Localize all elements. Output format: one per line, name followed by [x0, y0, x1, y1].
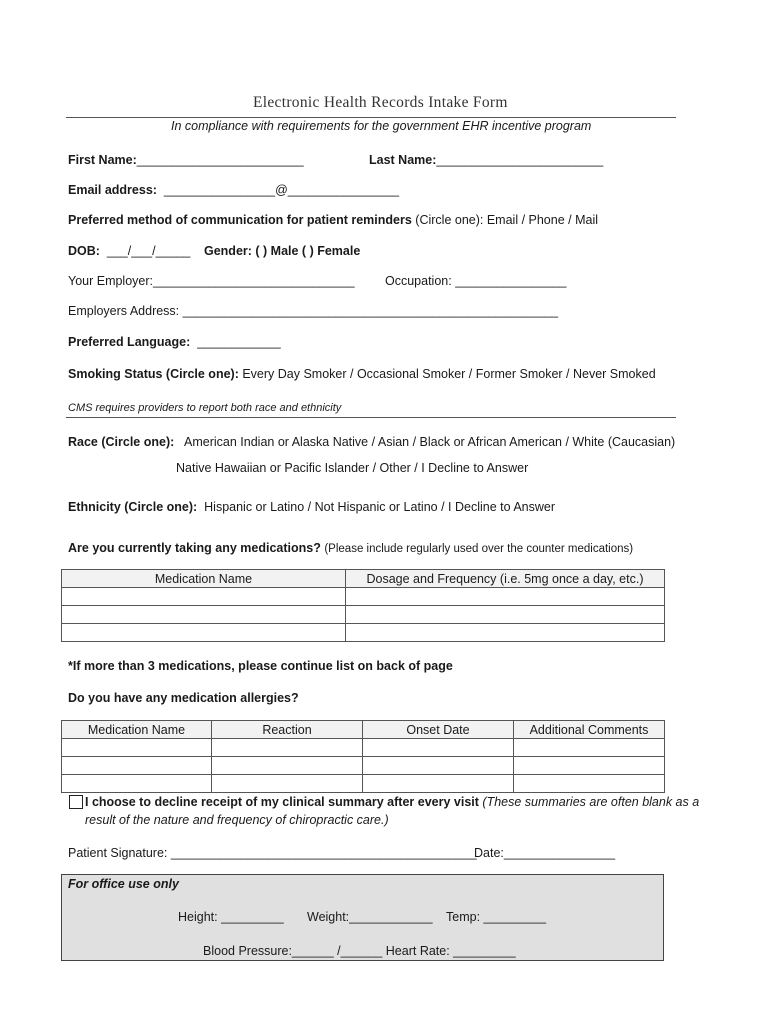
table-row[interactable] [62, 588, 665, 606]
table-row[interactable] [62, 624, 665, 642]
medications-footnote-text: *If more than 3 medications, please continue list on back of page [68, 659, 453, 673]
table-row[interactable] [62, 606, 665, 624]
signature-blank: ____________________________________________ [170, 846, 477, 860]
column-header: Medication Name [62, 570, 346, 588]
decline-summary-bold: I choose to decline receipt of my clinical summary after every visit [85, 795, 479, 809]
language-blank: ____________ [197, 335, 281, 349]
medications-question [68, 541, 633, 555]
vitals-field[interactable]: Blood Pressure:______ /______ Heart Rate: _________ [203, 944, 516, 958]
employer-address-label: Employers Address: [68, 304, 180, 318]
gender-label: Gender: ( ) Male ( ) Female [204, 244, 361, 258]
table-header-row [62, 721, 665, 739]
ethnicity-options: Hispanic or Latino / Not Hispanic or Latino / I Decline to Answer [204, 500, 556, 514]
table-row[interactable] [62, 775, 665, 793]
communication-label: Preferred method of communication for patient reminders [68, 213, 412, 227]
signature-label: Patient Signature: [68, 846, 168, 860]
temp-field[interactable]: Temp: _________ [446, 910, 547, 924]
column-header: Reaction [212, 721, 363, 739]
weight-field[interactable]: Weight:____________ [307, 910, 433, 924]
date-label: Date: [474, 846, 504, 860]
signature-date-field[interactable] [474, 846, 615, 860]
last-name-blank: ________________________ [436, 153, 604, 167]
occupation-label: Occupation: [385, 274, 452, 288]
table-row[interactable] [62, 739, 665, 757]
race-field[interactable] [68, 435, 675, 449]
cms-note: CMS requires providers to report both race and ethnicity [68, 402, 342, 414]
title-divider [66, 117, 676, 118]
language-label: Preferred Language: [68, 335, 191, 349]
table-cell[interactable] [212, 757, 363, 775]
occupation-blank: ________________ [455, 274, 567, 288]
table-cell[interactable] [346, 588, 665, 606]
email-field[interactable] [68, 183, 399, 197]
height-field[interactable]: Height: _________ [178, 910, 284, 924]
allergies-question [68, 691, 299, 705]
employer-label: Your Employer: [68, 274, 153, 288]
email-blank: ________________@________________ [163, 183, 400, 197]
first-name-field[interactable] [68, 153, 304, 167]
medications-note: (Please include regularly used over the counter medications) [324, 543, 634, 555]
table-cell[interactable] [514, 739, 665, 757]
table-header-row [62, 570, 665, 588]
last-name-field[interactable] [369, 153, 603, 167]
table-cell[interactable] [363, 757, 514, 775]
column-header: Onset Date [363, 721, 514, 739]
occupation-field[interactable] [385, 274, 566, 288]
email-label: Email address: [68, 183, 157, 197]
employer-address-blank: ______________________________________________________ [182, 304, 559, 318]
table-cell[interactable] [62, 739, 212, 757]
office-use-box [61, 874, 664, 961]
smoking-options: Every Day Smoker / Occasional Smoker / Former Smoker / Never Smoked [242, 367, 656, 381]
race-options-line1: American Indian or Alaska Native / Asian / Black or African American / White (Caucasian) [184, 435, 676, 449]
gender-field[interactable] [204, 244, 360, 258]
form-title: Electronic Health Records Intake Form [253, 94, 508, 111]
ethnicity-label: Ethnicity (Circle one): [68, 500, 198, 514]
table-cell[interactable] [62, 775, 212, 793]
column-header: Additional Comments [514, 721, 665, 739]
table-cell[interactable] [514, 757, 665, 775]
employer-address-field[interactable] [68, 304, 558, 318]
cms-divider [66, 417, 676, 418]
employer-field[interactable] [68, 274, 355, 288]
communication-options: (Circle one): Email / Phone / Mail [415, 213, 598, 227]
smoking-label: Smoking Status (Circle one): [68, 367, 239, 381]
dob-field[interactable] [68, 244, 190, 258]
column-header: Medication Name [62, 721, 212, 739]
table-cell[interactable] [363, 739, 514, 757]
table-cell[interactable] [62, 588, 346, 606]
patient-signature-field[interactable] [68, 846, 477, 860]
language-field[interactable] [68, 335, 281, 349]
first-name-label: First Name: [68, 153, 137, 167]
table-cell[interactable] [212, 775, 363, 793]
ethnicity-field[interactable] [68, 500, 555, 514]
race-options-line2: Native Hawaiian or Pacific Islander / Other / I Decline to Answer [176, 461, 529, 475]
table-cell[interactable] [62, 606, 346, 624]
smoking-status[interactable] [68, 367, 656, 381]
column-header: Dosage and Frequency (i.e. 5mg once a day, etc.) [346, 570, 665, 588]
allergies-table [61, 720, 665, 793]
date-blank: ________________ [503, 846, 616, 860]
dob-label: DOB: [68, 244, 100, 258]
medications-question-text: Are you currently taking any medications? [68, 541, 321, 555]
table-cell[interactable] [514, 775, 665, 793]
race-label: Race (Circle one): [68, 435, 175, 449]
table-cell[interactable] [62, 624, 346, 642]
decline-summary-checkbox[interactable] [69, 795, 83, 809]
table-cell[interactable] [62, 757, 212, 775]
table-row[interactable] [62, 757, 665, 775]
decline-summary-italic: (These summaries are often blank as a [482, 795, 700, 809]
medications-footnote [68, 659, 453, 673]
medications-table [61, 569, 665, 642]
last-name-label: Last Name: [369, 153, 437, 167]
decline-summary-text [85, 795, 699, 809]
communication-preference[interactable] [68, 213, 598, 227]
table-cell[interactable] [346, 606, 665, 624]
table-cell[interactable] [363, 775, 514, 793]
decline-summary-italic-line2: result of the nature and frequency of chiropractic care.) [85, 813, 389, 827]
first-name-blank: ________________________ [136, 153, 304, 167]
form-subtitle: In compliance with requirements for the government EHR incentive program [171, 119, 592, 133]
allergies-question-text: Do you have any medication allergies? [68, 691, 299, 705]
employer-blank: _____________________________ [153, 274, 355, 288]
table-cell[interactable] [346, 624, 665, 642]
office-use-title: For office use only [68, 877, 179, 891]
dob-blank: ___/___/_____ [106, 244, 191, 258]
table-cell[interactable] [212, 739, 363, 757]
